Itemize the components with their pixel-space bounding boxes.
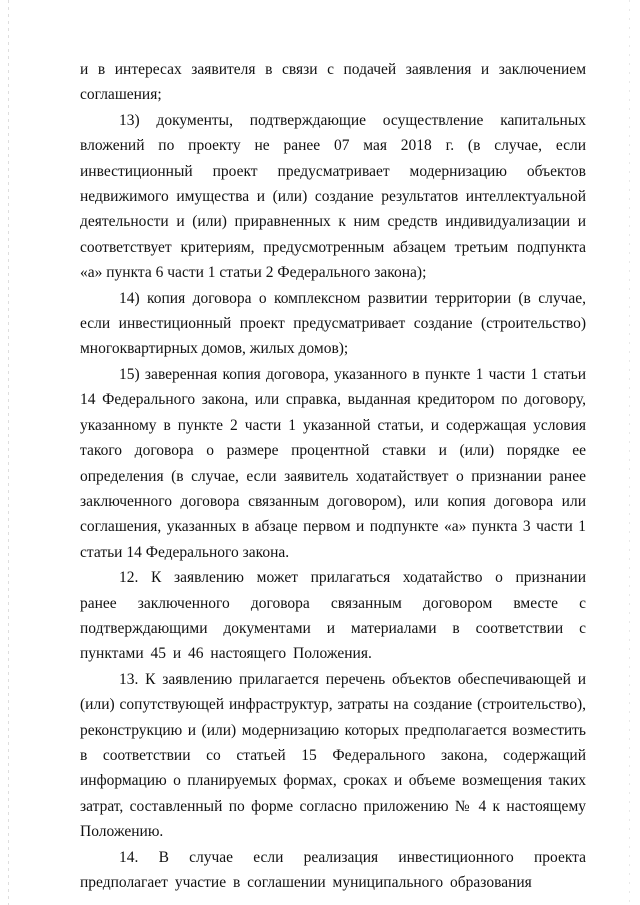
scan-edge-right <box>629 0 630 905</box>
paragraph-item-15: 15) заверенная копия договора, указанного в пункте 1 части 1 статьи 14 Федерального закона, или справка, выданная кредитором по договору, указанному в пункте 2 части 1 указанной статьи, и содержащая условия такого договора о размере процентной ставки и (или) порядке ее определения (в случае, если заявитель ходатайствует о признании ранее заключенного договора связанным договором), или копия договора или соглашения, указанных в абзаце первом и подпункте «а» пункта 3 части 1 статьи 14 Федерального закона. <box>80 365 586 561</box>
paragraph-clause-12: 12. К заявлению может прилагаться ходатайство о признании ранее заключенного договора связанным договором вместе с подтверждающими документами и материалами в соответствии с пунктами 45 и 46 настоящего Положения. <box>80 569 586 663</box>
paragraph-clause-13: 13. К заявлению прилагается перечень объектов обеспечивающей и (или) сопутствующей инфраструктур, затраты на создание (строительство), реконструкцию и (или) модернизацию которых предполагается возместить в соответствии со статьей 15 Федерального закона, содержащий информацию о планируемых формах, сроках и объеме возмещения таких затрат, составленный по форме согласно приложению № 4 к настоящему Положению. <box>80 670 586 841</box>
paragraph-item-13: 13) документы, подтверждающие осуществление капитальных вложений по проекту не ранее 07 мая 2018 г. (в случае, если инвестиционный проект предусматривает модернизацию объектов недвижимого имущества и (или) создание результатов интеллектуальной деятельности и (или) приравненных к ним средств индивидуализации и соответствует критериям, предусмотренным абзацем третьим подпункта «а» пункта 6 части 1 статьи 2 Федерального закона); <box>80 111 586 282</box>
scan-edge-left <box>8 0 9 905</box>
document-body <box>80 57 586 895</box>
paragraph-item-14: 14) копия договора о комплексном развитии территории (в случае, если инвестиционный проект предусматривает создание (строительство) многоквартирных домов, жилых домов); <box>80 289 586 358</box>
paragraph-clause-14: 14. В случае если реализация инвестиционного проекта предполагает участие в соглашении муниципального образования <box>80 848 586 891</box>
paragraph-continuation: и в интересах заявителя в связи с подачей заявления и заключением соглашения; <box>80 61 586 104</box>
